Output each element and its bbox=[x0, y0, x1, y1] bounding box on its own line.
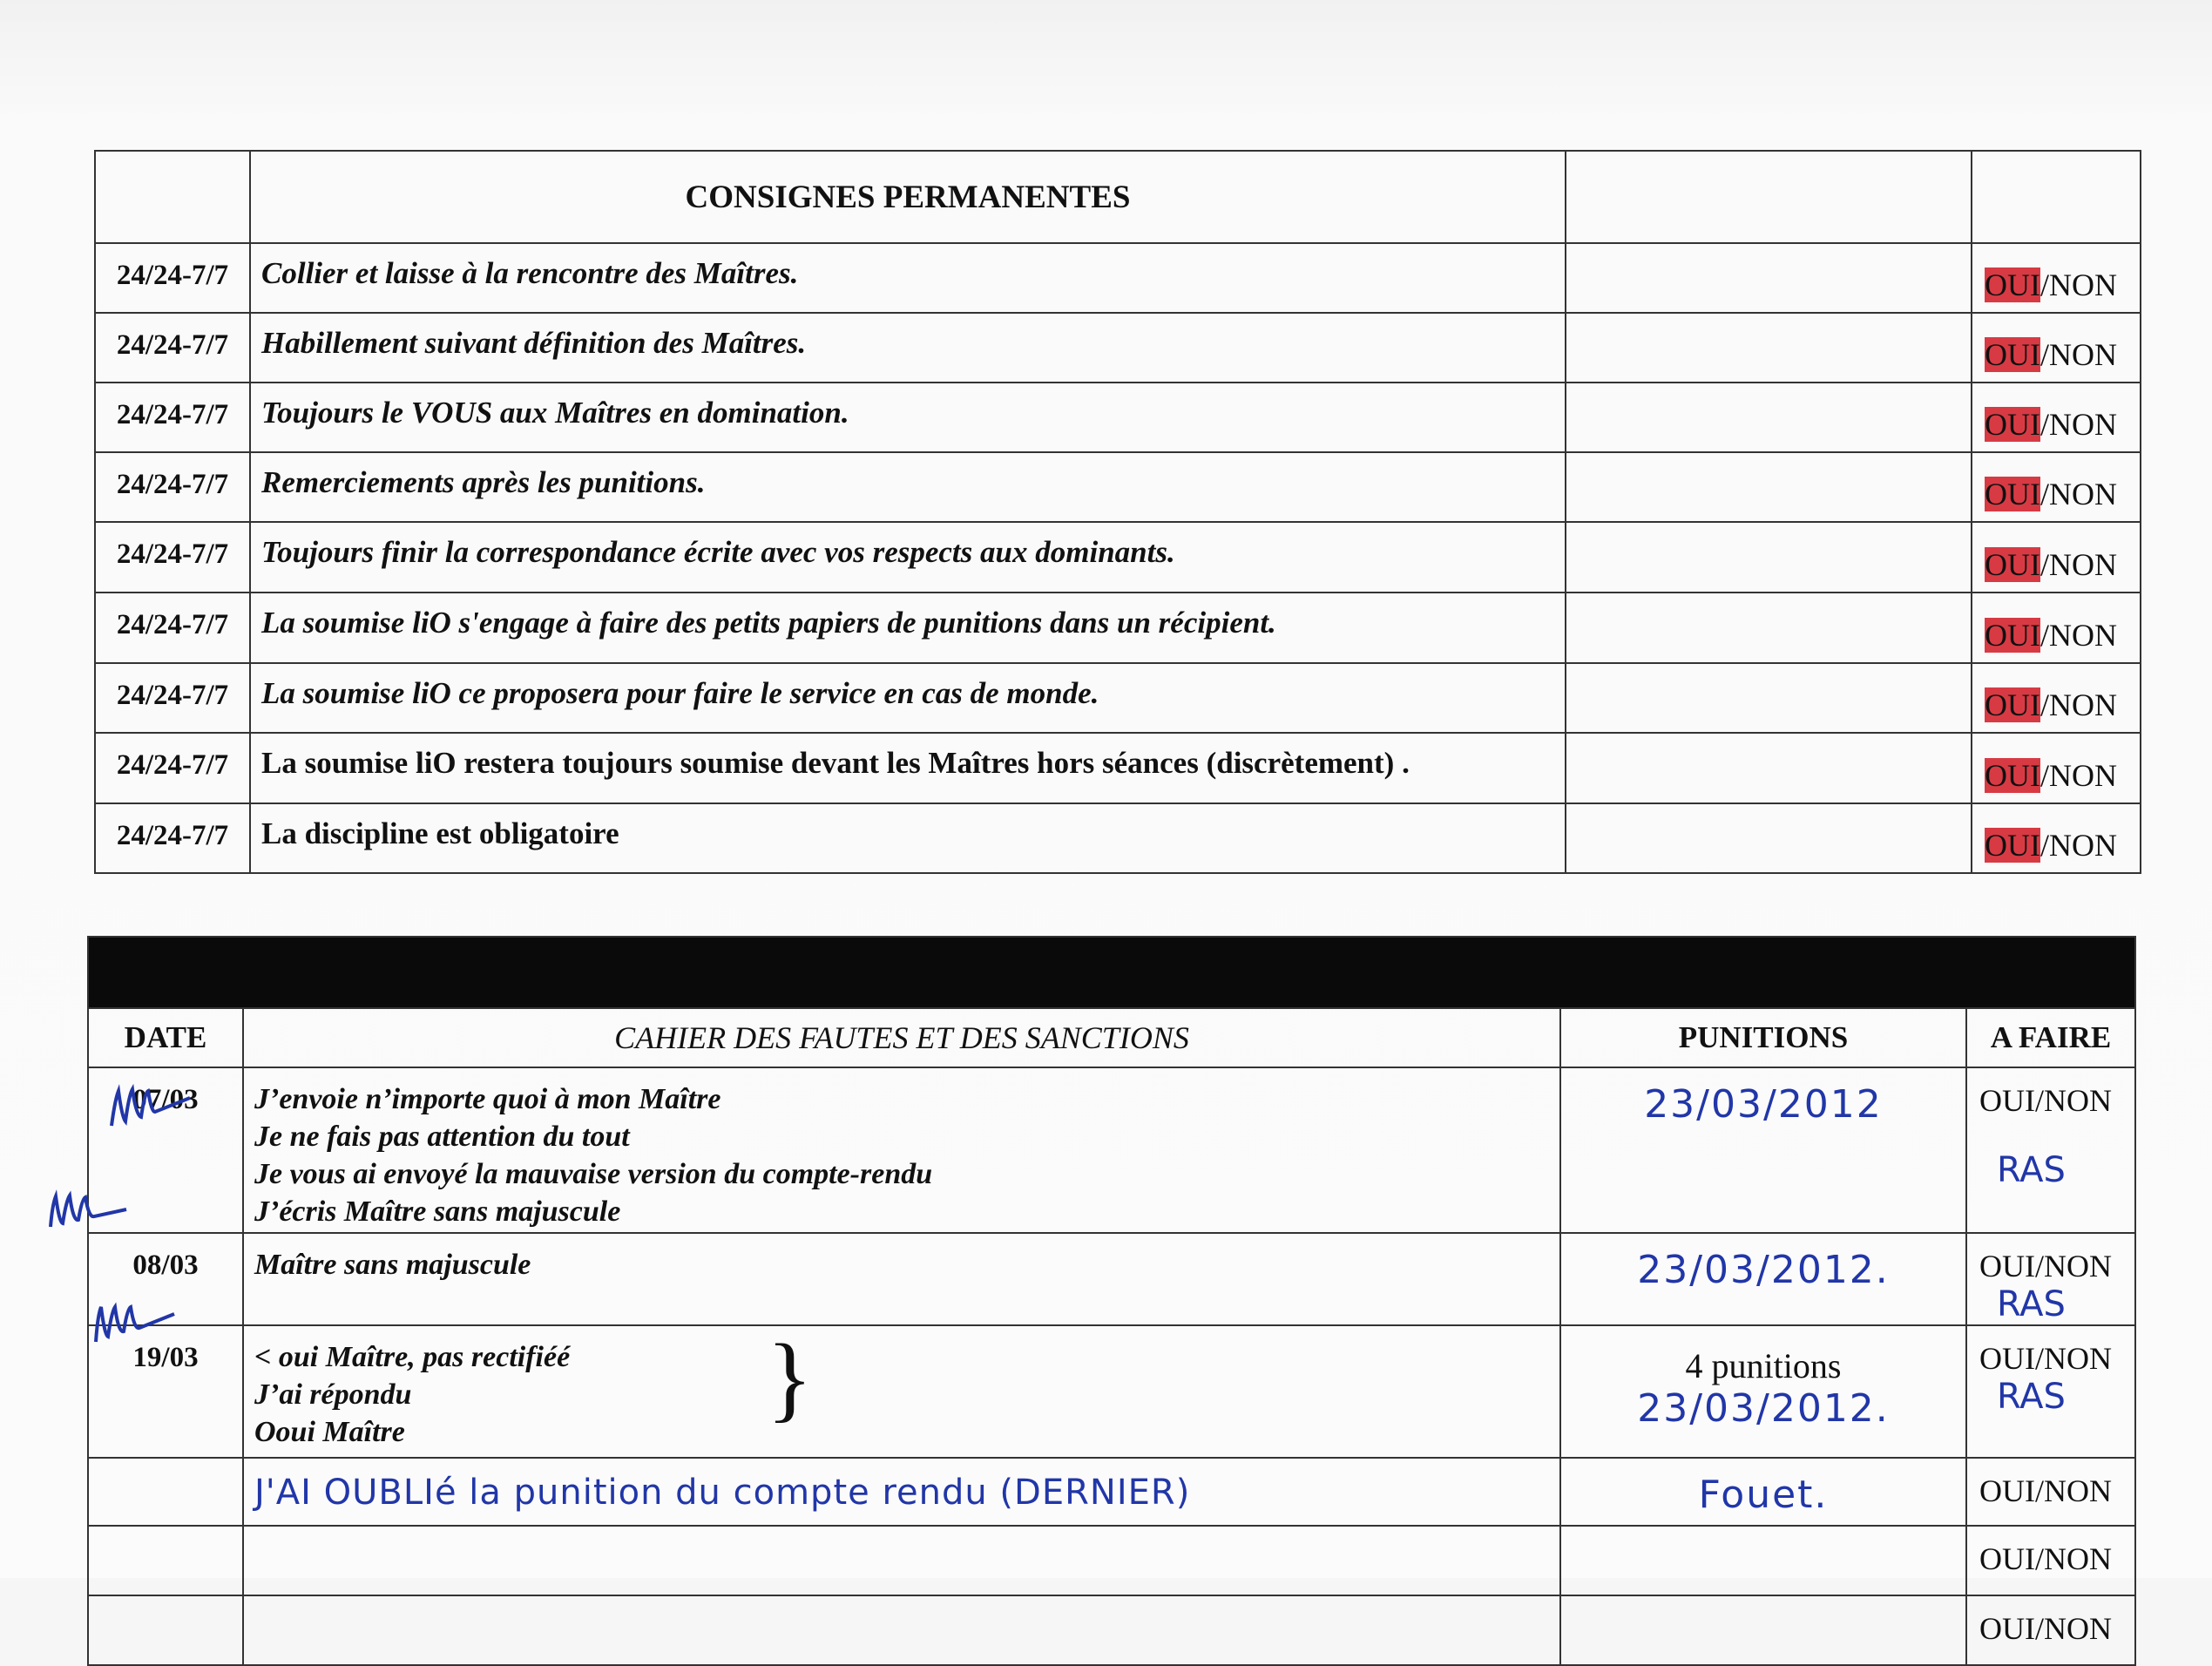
oui-non-choice: OUI/NON bbox=[1979, 1083, 2112, 1118]
faute-text bbox=[243, 1233, 1560, 1325]
consigne-date: 24/24-7/7 bbox=[95, 452, 250, 522]
punition-cell bbox=[1560, 1458, 1966, 1526]
faute-line: Maître sans majuscule bbox=[254, 1249, 531, 1281]
afaire-cell bbox=[1966, 1595, 2135, 1665]
afaire-cell bbox=[1966, 1233, 2135, 1325]
faute-row bbox=[88, 1233, 2135, 1325]
consigne-date: 24/24-7/7 bbox=[95, 593, 250, 663]
consigne-row bbox=[95, 593, 2141, 663]
consigne-date: 24/24-7/7 bbox=[95, 663, 250, 733]
faute-row bbox=[88, 1526, 2135, 1595]
punition-cell bbox=[1560, 1595, 1966, 1665]
oui-highlighted: OUI bbox=[1985, 337, 2040, 372]
non-option: NON bbox=[2049, 268, 2117, 302]
handwritten-faute: J'AI OUBLIé la punition du compte rendu (DERNIER) bbox=[254, 1473, 1191, 1513]
faute-text bbox=[243, 1595, 1560, 1665]
faute-row bbox=[88, 1458, 2135, 1526]
consigne-date: 24/24-7/7 bbox=[95, 243, 250, 313]
non-option: NON bbox=[2049, 477, 2117, 511]
consigne-date: 24/24-7/7 bbox=[95, 383, 250, 452]
oui-non-choice: OUI/NON bbox=[1972, 803, 2141, 873]
oui-non-choice: OUI/NON bbox=[1972, 383, 2141, 452]
afaire-cell bbox=[1966, 1526, 2135, 1595]
consignes-body bbox=[95, 243, 2141, 873]
oui-non-choice: OUI/NON bbox=[1972, 313, 2141, 383]
initials-mark-2 bbox=[44, 1175, 131, 1244]
faute-line: J’écris Maître sans majuscule bbox=[254, 1195, 621, 1228]
punition-handwritten: 23/03/2012 bbox=[1644, 1082, 1883, 1127]
faute-line: Je vous ai envoyé la mauvaise version du compte-rendu bbox=[254, 1158, 933, 1190]
ras-note: RAS bbox=[1997, 1150, 2066, 1190]
non-option: NON bbox=[2049, 687, 2117, 722]
consignes-title: CONSIGNES PERMANENTES bbox=[250, 151, 1566, 243]
oui-non-choice: OUI/NON bbox=[1979, 1249, 2112, 1283]
oui-highlighted: OUI bbox=[1985, 407, 2040, 442]
faute-line: Ooui Maître bbox=[254, 1416, 405, 1448]
oui-highlighted: OUI bbox=[1985, 687, 2040, 722]
oui-non-choice: OUI/NON bbox=[1972, 663, 2141, 733]
date-header: DATE bbox=[88, 1008, 243, 1067]
consigne-text: La soumise liO s'engage à faire des petits papiers de punitions dans un récipient. bbox=[250, 593, 1566, 663]
consigne-text: La soumise liO ce proposera pour faire le service en cas de monde. bbox=[250, 663, 1566, 733]
faute-line: Je ne fais pas attention du tout bbox=[254, 1121, 630, 1153]
non-option: NON bbox=[2049, 758, 2117, 793]
consigne-date: 24/24-7/7 bbox=[95, 522, 250, 593]
consigne-text: Toujours finir la correspondance écrite avec vos respects aux dominants. bbox=[250, 522, 1566, 593]
faute-date bbox=[88, 1458, 243, 1526]
faute-text bbox=[243, 1458, 1560, 1526]
consigne-text: Habillement suivant définition des Maîtres. bbox=[250, 313, 1566, 383]
faute-text bbox=[243, 1325, 1560, 1458]
black-band bbox=[88, 937, 2135, 1008]
cahier-table bbox=[87, 936, 2136, 1666]
consigne-row bbox=[95, 733, 2141, 803]
oui-non-choice: OUI/NON bbox=[1972, 452, 2141, 522]
faute-date bbox=[88, 1526, 243, 1595]
consigne-date: 24/24-7/7 bbox=[95, 803, 250, 873]
faute-date: 08/03 bbox=[88, 1233, 243, 1325]
punitions-header: PUNITIONS bbox=[1560, 1008, 1966, 1067]
consigne-text: Remerciements après les punitions. bbox=[250, 452, 1566, 522]
faute-date bbox=[88, 1595, 243, 1665]
faute-text bbox=[243, 1526, 1560, 1595]
faute-date: 07/03 bbox=[88, 1067, 243, 1233]
ras-note: RAS bbox=[1997, 1284, 2066, 1324]
afaire-cell bbox=[1966, 1325, 2135, 1458]
cahier-title: CAHIER DES FAUTES ET DES SANCTIONS bbox=[243, 1008, 1560, 1067]
consigne-row bbox=[95, 522, 2141, 593]
punition-handwritten: Fouet. bbox=[1698, 1473, 1829, 1517]
punition-handwritten: 23/03/2012. bbox=[1637, 1248, 1890, 1292]
consigne-row bbox=[95, 243, 2141, 313]
consigne-row bbox=[95, 313, 2141, 383]
oui-non-choice: OUI/NON bbox=[1972, 522, 2141, 593]
oui-non-choice: OUI/NON bbox=[1972, 243, 2141, 313]
punition-handwritten: 23/03/2012. bbox=[1637, 1386, 1890, 1431]
consigne-date: 24/24-7/7 bbox=[95, 313, 250, 383]
cahier-body bbox=[88, 1067, 2135, 1665]
punition-cell bbox=[1560, 1067, 1966, 1233]
consigne-row bbox=[95, 452, 2141, 522]
afaire-header: A FAIRE bbox=[1966, 1008, 2135, 1067]
faute-line: J’ai répondu bbox=[254, 1378, 412, 1411]
punition-cell bbox=[1560, 1325, 1966, 1458]
oui-non-choice: OUI/NON bbox=[1979, 1541, 2112, 1576]
faute-line: < oui Maître, pas rectifiéé bbox=[254, 1341, 571, 1373]
consigne-row bbox=[95, 383, 2141, 452]
oui-non-choice: OUI/NON bbox=[1979, 1611, 2112, 1646]
initials-mark-1 bbox=[103, 1073, 199, 1143]
consigne-text: Toujours le VOUS aux Maîtres en domination. bbox=[250, 383, 1566, 452]
afaire-cell bbox=[1966, 1458, 2135, 1526]
consigne-row bbox=[95, 663, 2141, 733]
consigne-row bbox=[95, 803, 2141, 873]
consigne-date: 24/24-7/7 bbox=[95, 733, 250, 803]
cahier-header-row bbox=[88, 1008, 2135, 1067]
consignes-table bbox=[94, 150, 2141, 874]
oui-highlighted: OUI bbox=[1985, 477, 2040, 511]
punition-cell bbox=[1560, 1233, 1966, 1325]
faute-row bbox=[88, 1595, 2135, 1665]
non-option: NON bbox=[2049, 547, 2117, 582]
oui-non-choice: OUI/NON bbox=[1979, 1473, 2112, 1508]
oui-non-choice: OUI/NON bbox=[1972, 733, 2141, 803]
faute-line: J’envoie n’importe quoi à mon Maître bbox=[254, 1083, 721, 1115]
non-option: NON bbox=[2049, 828, 2117, 863]
brace-mark: } bbox=[767, 1324, 813, 1431]
oui-non-choice: OUI/NON bbox=[1979, 1341, 2112, 1376]
non-option: NON bbox=[2049, 618, 2117, 653]
consigne-text: La soumise liO restera toujours soumise devant les Maîtres hors séances (discrètement) . bbox=[250, 733, 1566, 803]
afaire-cell bbox=[1966, 1067, 2135, 1233]
faute-row bbox=[88, 1325, 2135, 1458]
non-option: NON bbox=[2049, 407, 2117, 442]
consigne-text: Collier et laisse à la rencontre des Maîtres. bbox=[250, 243, 1566, 313]
punition-printed: 4 punitions bbox=[1685, 1346, 1842, 1385]
faute-row bbox=[88, 1067, 2135, 1233]
oui-highlighted: OUI bbox=[1985, 758, 2040, 793]
faute-text bbox=[243, 1067, 1560, 1233]
faute-date: 19/03 bbox=[88, 1325, 243, 1458]
oui-highlighted: OUI bbox=[1985, 618, 2040, 653]
oui-highlighted: OUI bbox=[1985, 547, 2040, 582]
oui-non-choice: OUI/NON bbox=[1972, 593, 2141, 663]
oui-highlighted: OUI bbox=[1985, 268, 2040, 302]
consigne-text: La discipline est obligatoire bbox=[250, 803, 1566, 873]
non-option: NON bbox=[2049, 337, 2117, 372]
oui-highlighted: OUI bbox=[1985, 828, 2040, 863]
punition-cell bbox=[1560, 1526, 1966, 1595]
consignes-header-row bbox=[95, 151, 2141, 243]
initials-mark-3 bbox=[87, 1281, 183, 1359]
ras-note: RAS bbox=[1997, 1377, 2066, 1417]
